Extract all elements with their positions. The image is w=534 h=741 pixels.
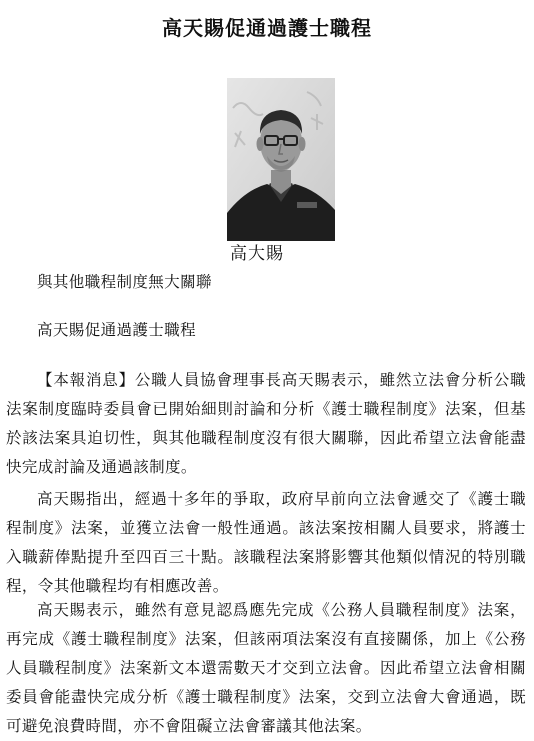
portrait-image (227, 78, 335, 241)
article-paragraph-2: 高天賜指出，經過十多年的爭取，政府早前向立法會遞交了《護士職程制度》法案，並獲立法會一般性通過。該法案按相關人員要求，將護士入職薪俸點提升至四百三十點。該職程法案將影響其他類似情況的特別職程，令其他職程均有相應改善。 (6, 490, 526, 595)
article-paragraph-1: 【本報消息】公職人員協會理事長高天賜表示，雖然立法會分析公職法案制度臨時委員會已開始細則討論和分析《護士職程制度》法案，但基於該法案具迫切性，與其他職程制度沒有很大關聯，因此希望立法會能盡快完成討論及通過該制度。 (6, 371, 526, 476)
portrait-photo (227, 78, 335, 241)
article-headline: 高天賜促通過護士職程 (162, 16, 372, 40)
photo-caption: 高大賜 (230, 244, 284, 264)
article-paragraph-3: 高天賜表示，雖然有意見認爲應先完成《公務人員職程制度》法案，再完成《護士職程制度》法案，但該兩項法案沒有直接關係，加上《公務人員職程制度》法案新文本還需數天才交到立法會。因此希望立法會相關委員會能盡快完成分析《護士職程制度》法案，交到立法會大會通過，既可避免浪費時間，亦不會阻礙立法會審議其他法案。 (6, 601, 526, 735)
subheading-1: 與其他職程制度無大關聯 (37, 273, 212, 291)
subheading-2: 高天賜促通過護士職程 (37, 321, 197, 339)
